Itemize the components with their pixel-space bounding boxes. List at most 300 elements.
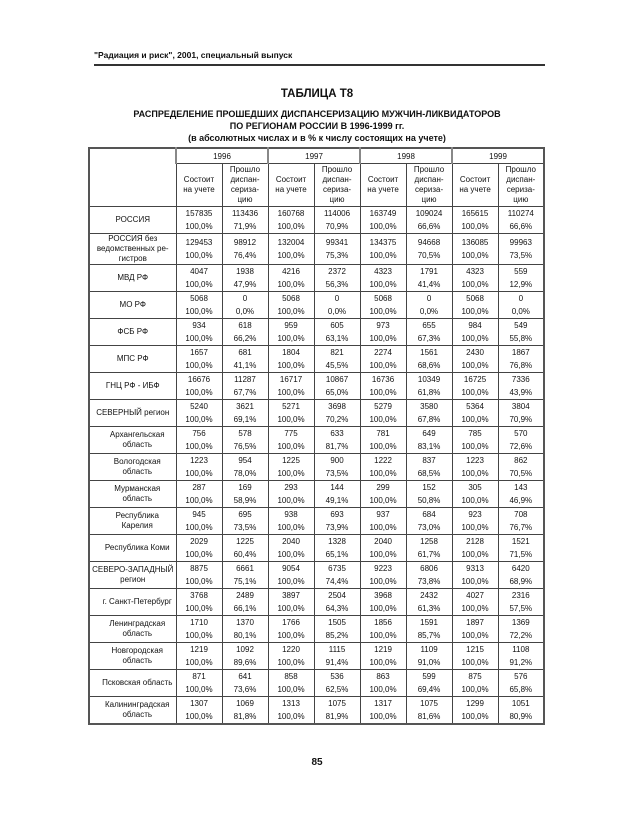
- count-value: 1075: [328, 699, 346, 708]
- header-line: диспан-: [322, 175, 352, 184]
- examined-cell: [222, 265, 268, 292]
- percent-value: 100,0%: [277, 222, 305, 231]
- examined-cell: [406, 589, 452, 616]
- examined-cell: [314, 697, 360, 725]
- count-value: 5279: [374, 402, 392, 411]
- percent-value: 100,0%: [369, 604, 397, 613]
- count-value: 681: [238, 348, 252, 357]
- count-value: 1521: [511, 537, 530, 546]
- count-value: 2489: [236, 591, 254, 600]
- percent-value: 100,0%: [369, 658, 397, 667]
- percent-value: 75,3%: [325, 251, 349, 260]
- percent-value: 70,5%: [417, 251, 441, 260]
- registered-cell: [360, 643, 406, 670]
- count-value: 1108: [512, 645, 530, 654]
- percent-value: 100,0%: [277, 685, 305, 694]
- region-name: МПС РФ: [89, 346, 176, 373]
- count-value: 599: [422, 672, 436, 681]
- count-value: 5068: [282, 294, 300, 303]
- percent-value: 70,5%: [509, 469, 533, 478]
- examined-cell: [314, 670, 360, 697]
- count-value: 1220: [282, 645, 300, 654]
- examined-cell: [222, 319, 268, 346]
- percent-value: 71,5%: [509, 550, 533, 559]
- registered-cell: [360, 234, 406, 265]
- percent-value: 100,0%: [369, 307, 397, 316]
- count-value: 3804: [511, 402, 530, 411]
- examined-header: [314, 164, 360, 207]
- registered-cell: [452, 319, 498, 346]
- percent-value: 68,6%: [417, 361, 441, 370]
- count-value: 536: [330, 672, 344, 681]
- percent-value: 100,0%: [185, 334, 213, 343]
- registered-cell: [176, 616, 222, 643]
- percent-value: 100,0%: [277, 604, 305, 613]
- registered-cell: [360, 265, 406, 292]
- count-value: 708: [514, 510, 528, 519]
- examined-cell: [498, 373, 544, 400]
- examined-cell: [314, 319, 360, 346]
- count-value: 618: [238, 321, 252, 330]
- percent-value: 100,0%: [277, 388, 305, 397]
- count-value: 1307: [190, 699, 208, 708]
- registered-cell: [452, 346, 498, 373]
- percent-value: 100,0%: [369, 334, 397, 343]
- registered-cell: [268, 616, 314, 643]
- percent-value: 61,8%: [417, 388, 441, 397]
- percent-value: 100,0%: [369, 712, 397, 721]
- region-name: Республика Карелия: [89, 508, 176, 535]
- registered-cell: [360, 207, 406, 234]
- table-row: [89, 454, 544, 481]
- header-line: сериза-: [322, 185, 352, 194]
- count-value: 287: [192, 483, 206, 492]
- header-line: цию: [513, 195, 529, 204]
- count-value: 781: [376, 429, 390, 438]
- registered-cell: [268, 454, 314, 481]
- percent-value: 100,0%: [461, 577, 489, 586]
- count-value: 1258: [420, 537, 438, 546]
- percent-value: 65,8%: [509, 685, 533, 694]
- count-value: 114006: [323, 209, 351, 218]
- registered-cell: [268, 481, 314, 508]
- percent-value: 81,8%: [233, 712, 257, 721]
- count-value: 113436: [231, 209, 259, 218]
- percent-value: 100,0%: [461, 307, 489, 316]
- count-value: 305: [468, 483, 482, 492]
- percent-value: 100,0%: [185, 712, 213, 721]
- count-value: 5271: [282, 402, 300, 411]
- count-value: 954: [238, 456, 252, 465]
- percent-value: 66,6%: [509, 222, 533, 231]
- percent-value: 0,0%: [511, 307, 530, 316]
- registered-cell: [176, 207, 222, 234]
- count-value: 3968: [374, 591, 392, 600]
- examined-cell: [222, 400, 268, 427]
- table-row: [89, 535, 544, 562]
- table-row: [89, 481, 544, 508]
- percent-value: 100,0%: [461, 631, 489, 640]
- examined-cell: [314, 234, 360, 265]
- registered-cell: [176, 427, 222, 454]
- header-line: диспан-: [414, 175, 444, 184]
- examined-cell: [222, 346, 268, 373]
- table-row: [89, 207, 544, 234]
- region-name: Архангельская область: [89, 427, 176, 454]
- header-line: Прошло: [505, 165, 536, 174]
- count-value: 1069: [236, 699, 254, 708]
- percent-value: 100,0%: [461, 469, 489, 478]
- percent-value: 67,8%: [417, 415, 441, 424]
- examined-cell: [498, 265, 544, 292]
- percent-value: 83,1%: [417, 442, 441, 451]
- percent-value: 61,3%: [417, 604, 441, 613]
- running-head: "Радиация и риск", 2001, специальный выпуск: [94, 50, 293, 60]
- count-value: 821: [330, 348, 344, 357]
- examined-cell: [406, 265, 452, 292]
- percent-value: 100,0%: [461, 496, 489, 505]
- percent-value: 100,0%: [461, 550, 489, 559]
- registered-cell: [452, 535, 498, 562]
- examined-cell: [498, 319, 544, 346]
- registered-cell: [176, 346, 222, 373]
- count-value: 98912: [233, 238, 257, 247]
- count-value: 136085: [461, 238, 489, 247]
- examined-cell: [498, 508, 544, 535]
- region-name: РОССИЯ: [89, 207, 176, 234]
- count-value: 2040: [374, 537, 392, 546]
- count-value: 152: [422, 483, 436, 492]
- percent-value: 100,0%: [461, 415, 489, 424]
- registered-cell: [176, 400, 222, 427]
- registered-cell: [176, 265, 222, 292]
- percent-value: 100,0%: [369, 685, 397, 694]
- registered-cell: [360, 427, 406, 454]
- percent-value: 57,5%: [509, 604, 533, 613]
- registered-cell: [176, 234, 222, 265]
- registered-cell: [268, 265, 314, 292]
- percent-value: 81,7%: [325, 442, 349, 451]
- examined-cell: [222, 454, 268, 481]
- region-name: г. Санкт-Петербург: [89, 589, 176, 616]
- percent-value: 49,1%: [325, 496, 349, 505]
- header-line: Состоит: [275, 175, 307, 184]
- count-value: 871: [192, 672, 206, 681]
- count-value: 9313: [466, 564, 484, 573]
- examined-cell: [498, 234, 544, 265]
- table-row: [89, 373, 544, 400]
- region-name: Псковская область: [89, 670, 176, 697]
- count-value: 0: [334, 294, 340, 303]
- count-value: 973: [376, 321, 390, 330]
- percent-value: 58,9%: [233, 496, 257, 505]
- percent-value: 66,6%: [417, 222, 441, 231]
- examined-cell: [314, 508, 360, 535]
- examined-cell: [498, 697, 544, 725]
- percent-value: 63,1%: [325, 334, 349, 343]
- registered-cell: [452, 373, 498, 400]
- percent-value: 71,9%: [233, 222, 257, 231]
- count-value: 3768: [190, 591, 208, 600]
- count-value: 756: [192, 429, 206, 438]
- count-value: 16717: [279, 375, 303, 384]
- registered-cell: [176, 454, 222, 481]
- count-value: 4323: [466, 267, 484, 276]
- examined-cell: [222, 697, 268, 725]
- registered-cell: [176, 373, 222, 400]
- count-value: 1856: [374, 618, 392, 627]
- examined-cell: [406, 481, 452, 508]
- registered-cell: [452, 616, 498, 643]
- header-line: диспан-: [506, 175, 536, 184]
- count-value: 6806: [420, 564, 438, 573]
- percent-value: 73,8%: [417, 577, 441, 586]
- count-value: 693: [330, 510, 344, 519]
- percent-value: 100,0%: [369, 415, 397, 424]
- percent-value: 100,0%: [185, 523, 213, 532]
- count-value: 10867: [325, 375, 349, 384]
- percent-value: 100,0%: [369, 469, 397, 478]
- count-value: 1225: [282, 456, 300, 465]
- percent-value: 85,2%: [325, 631, 349, 640]
- percent-value: 80,9%: [509, 712, 533, 721]
- count-value: 1328: [328, 537, 346, 546]
- examined-cell: [498, 481, 544, 508]
- percent-value: 55,8%: [509, 334, 533, 343]
- count-value: 1591: [420, 618, 438, 627]
- registered-cell: [360, 481, 406, 508]
- examined-cell: [222, 373, 268, 400]
- examined-cell: [406, 207, 452, 234]
- count-value: 605: [330, 321, 344, 330]
- percent-value: 100,0%: [369, 251, 397, 260]
- registered-cell: [268, 292, 314, 319]
- percent-value: 100,0%: [277, 523, 305, 532]
- examined-cell: [314, 481, 360, 508]
- count-value: 3621: [236, 402, 254, 411]
- header-line: цию: [329, 195, 345, 204]
- region-name: Калининградская область: [89, 697, 176, 725]
- registered-cell: [452, 589, 498, 616]
- count-value: 1299: [466, 699, 484, 708]
- count-value: 8875: [190, 564, 208, 573]
- registered-cell: [268, 508, 314, 535]
- examined-cell: [498, 616, 544, 643]
- percent-value: 100,0%: [185, 307, 213, 316]
- registered-cell: [360, 535, 406, 562]
- examined-cell: [222, 427, 268, 454]
- percent-value: 100,0%: [461, 604, 489, 613]
- header-line: цию: [237, 195, 253, 204]
- percent-value: 100,0%: [369, 280, 397, 289]
- examined-cell: [222, 616, 268, 643]
- header-line: на учете: [459, 185, 491, 194]
- subtitle-line: (в абсолютных числах и в % к числу состоящих на учете): [188, 133, 446, 143]
- percent-value: 60,4%: [233, 550, 257, 559]
- count-value: 2430: [466, 348, 484, 357]
- count-value: 94668: [417, 238, 441, 247]
- percent-value: 64,3%: [325, 604, 349, 613]
- percent-value: 100,0%: [185, 280, 213, 289]
- count-value: 16676: [187, 375, 211, 384]
- registered-cell: [360, 589, 406, 616]
- percent-value: 76,7%: [509, 523, 533, 532]
- region-name: ГНЦ РФ - ИБФ: [89, 373, 176, 400]
- count-value: 695: [238, 510, 252, 519]
- count-value: 1313: [282, 699, 300, 708]
- percent-value: 100,0%: [369, 577, 397, 586]
- count-value: 649: [422, 429, 436, 438]
- count-value: 937: [376, 510, 390, 519]
- count-value: 134375: [369, 238, 397, 247]
- count-value: 4323: [374, 267, 392, 276]
- table-row: [89, 508, 544, 535]
- region-name: Мурманская область: [89, 481, 176, 508]
- count-value: 9054: [282, 564, 300, 573]
- percent-value: 100,0%: [461, 222, 489, 231]
- subtitle-line: ПО РЕГИОНАМ РОССИИ В 1996-1999 гг.: [229, 121, 405, 131]
- count-value: 143: [514, 483, 528, 492]
- header-line: Состоит: [459, 175, 491, 184]
- count-value: 16736: [371, 375, 395, 384]
- percent-value: 100,0%: [461, 361, 489, 370]
- registered-cell: [452, 697, 498, 725]
- percent-value: 75,1%: [233, 577, 257, 586]
- percent-value: 100,0%: [369, 550, 397, 559]
- examined-cell: [406, 643, 452, 670]
- percent-value: 68,9%: [509, 577, 533, 586]
- percent-value: 100,0%: [277, 496, 305, 505]
- count-value: 900: [330, 456, 344, 465]
- count-value: 1223: [190, 456, 208, 465]
- count-value: 4027: [466, 591, 484, 600]
- table-row: [89, 346, 544, 373]
- examined-cell: [406, 319, 452, 346]
- count-value: 6661: [236, 564, 254, 573]
- header-line: на учете: [367, 185, 399, 194]
- registered-cell: [176, 670, 222, 697]
- region-name: МО РФ: [89, 292, 176, 319]
- registered-cell: [268, 643, 314, 670]
- count-value: 109024: [415, 209, 443, 218]
- registered-cell: [176, 481, 222, 508]
- percent-value: 100,0%: [185, 658, 213, 667]
- percent-value: 100,0%: [277, 415, 305, 424]
- table-row: [89, 697, 544, 725]
- examined-cell: [222, 207, 268, 234]
- region-name: МВД РФ: [89, 265, 176, 292]
- examined-cell: [406, 697, 452, 725]
- percent-value: 73,5%: [509, 251, 533, 260]
- count-value: 1370: [236, 618, 254, 627]
- registered-cell: [452, 265, 498, 292]
- count-value: 2274: [374, 348, 392, 357]
- registered-cell: [268, 535, 314, 562]
- percent-value: 69,1%: [233, 415, 257, 424]
- percent-value: 100,0%: [369, 388, 397, 397]
- percent-value: 81,6%: [417, 712, 441, 721]
- examined-cell: [498, 346, 544, 373]
- examined-cell: [406, 562, 452, 589]
- percent-value: 100,0%: [461, 251, 489, 260]
- table-row: [89, 427, 544, 454]
- count-value: 1867: [511, 348, 530, 357]
- percent-value: 100,0%: [185, 388, 213, 397]
- count-value: 1505: [328, 618, 346, 627]
- count-value: 1804: [282, 348, 300, 357]
- registered-cell: [452, 400, 498, 427]
- region-header-cell: [89, 148, 176, 207]
- count-value: 1938: [236, 267, 254, 276]
- count-value: 1657: [190, 348, 208, 357]
- registered-cell: [452, 454, 498, 481]
- percent-value: 100,0%: [461, 442, 489, 451]
- count-value: 934: [192, 321, 206, 330]
- examined-cell: [314, 400, 360, 427]
- registered-cell: [268, 697, 314, 725]
- percent-value: 62,5%: [325, 685, 349, 694]
- count-value: 775: [284, 429, 298, 438]
- registered-cell: [176, 535, 222, 562]
- count-value: 5364: [466, 402, 484, 411]
- count-value: 1561: [420, 348, 438, 357]
- region-name: СЕВЕРО-ЗАПАДНЫЙ регион: [89, 562, 176, 589]
- examined-cell: [498, 400, 544, 427]
- count-value: 559: [514, 267, 528, 276]
- table-row: [89, 234, 544, 265]
- examined-cell: [406, 508, 452, 535]
- examined-cell: [314, 373, 360, 400]
- percent-value: 100,0%: [461, 685, 489, 694]
- examined-cell: [498, 562, 544, 589]
- count-value: 3897: [282, 591, 300, 600]
- count-value: 157835: [185, 209, 213, 218]
- count-value: 3580: [420, 402, 438, 411]
- percent-value: 76,8%: [509, 361, 533, 370]
- examined-cell: [222, 670, 268, 697]
- percent-value: 70,2%: [325, 415, 349, 424]
- registered-cell: [452, 292, 498, 319]
- header-line: цию: [421, 195, 437, 204]
- registered-cell: [452, 508, 498, 535]
- registered-cell: [176, 508, 222, 535]
- registered-cell: [360, 292, 406, 319]
- registered-cell: [268, 400, 314, 427]
- count-value: 2432: [420, 591, 438, 600]
- examined-cell: [222, 234, 268, 265]
- percent-value: 41,1%: [233, 361, 257, 370]
- table-subtitle: [0, 108, 634, 144]
- count-value: 11287: [234, 375, 256, 384]
- percent-value: 0,0%: [419, 307, 439, 316]
- count-value: 2372: [328, 267, 346, 276]
- count-value: 5068: [190, 294, 208, 303]
- header-line: Прошло: [229, 165, 261, 174]
- table-row: [89, 265, 544, 292]
- count-value: 4216: [282, 267, 300, 276]
- count-value: 1223: [466, 456, 484, 465]
- count-value: 938: [284, 510, 298, 519]
- registered-cell: [268, 427, 314, 454]
- count-value: 1219: [374, 645, 392, 654]
- count-value: 9223: [374, 564, 392, 573]
- count-value: 293: [284, 483, 298, 492]
- table-row: [89, 319, 544, 346]
- count-value: 1766: [282, 618, 300, 627]
- registered-cell: [176, 643, 222, 670]
- percent-value: 100,0%: [185, 361, 213, 370]
- percent-value: 74,4%: [325, 577, 349, 586]
